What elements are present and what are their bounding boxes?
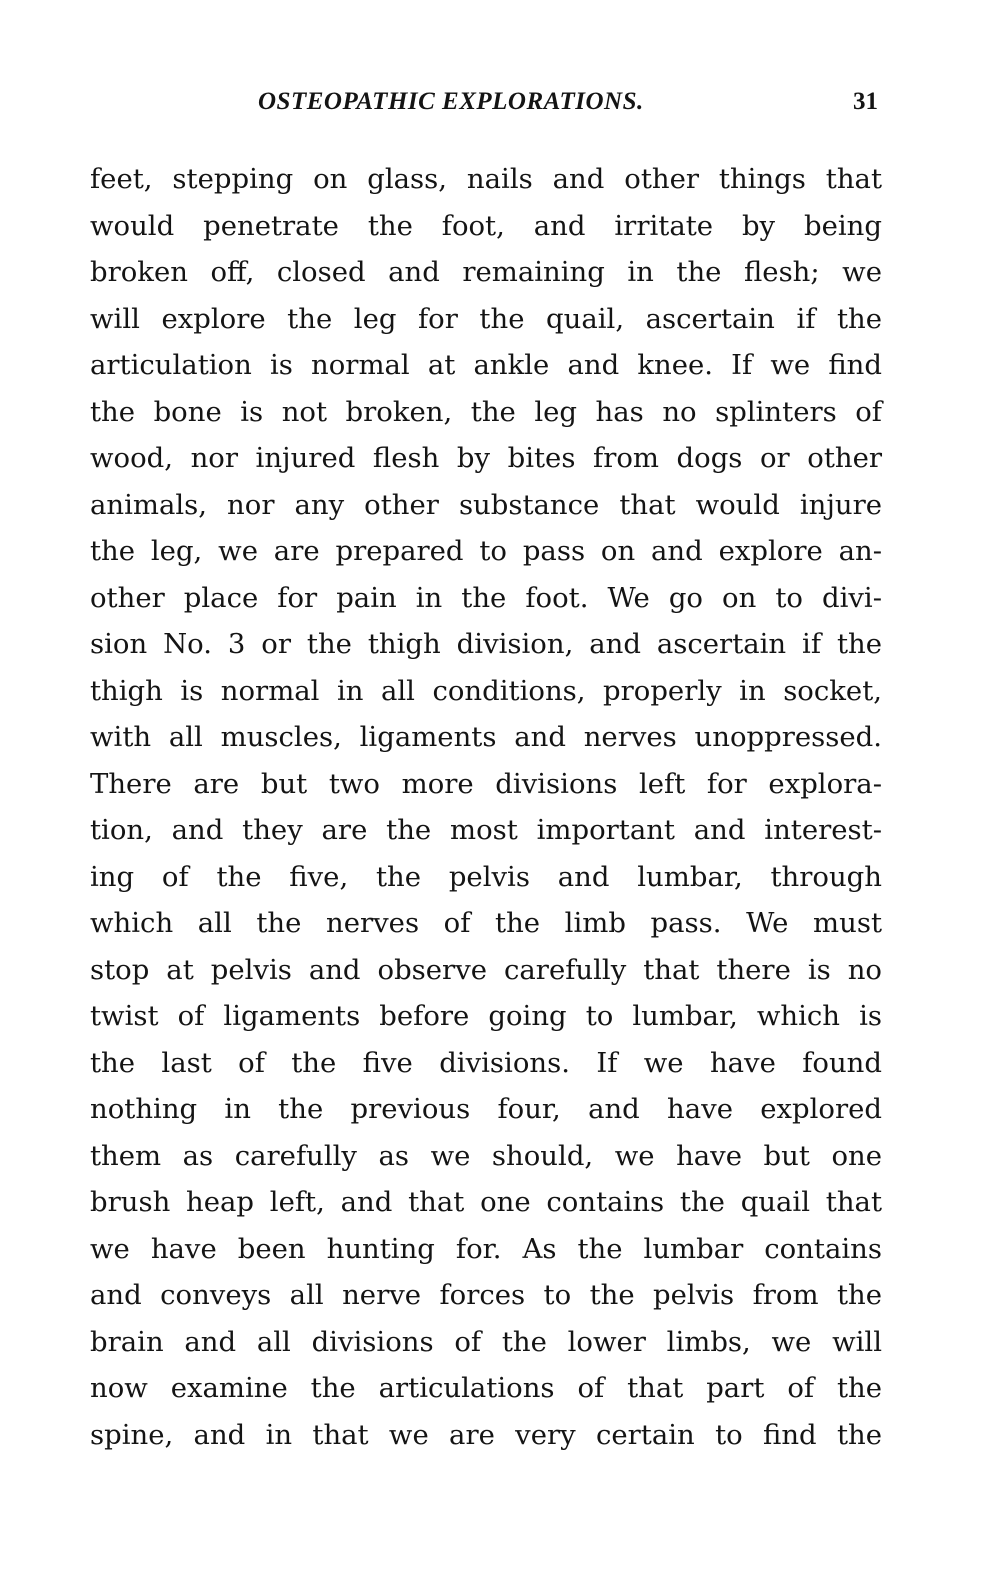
text-line: articulation is normal at ankle and knee. If we find <box>90 349 882 381</box>
text-line: stop at pelvis and observe carefully that there is no <box>90 953 882 986</box>
text-line: will explore the leg for the quail, ascertain if the <box>90 302 882 335</box>
text-line: animals, nor any other substance that would injure <box>90 488 882 521</box>
text-line: spine, and in that we are very certain to find the <box>90 1418 882 1451</box>
text-line: sion No. 3 or the thigh division, and ascertain if the <box>90 628 882 660</box>
text-line: ing of the five, the pelvis and lumbar, through <box>90 860 882 893</box>
text-line: the leg, we are prepared to pass on and explore an- <box>90 535 882 567</box>
text-line: and conveys all nerve forces to the pelvis from the <box>90 1279 882 1311</box>
text-line: now examine the articulations of that part of the <box>90 1372 882 1404</box>
text-line: with all muscles, ligaments and nerves unoppressed. <box>90 721 882 753</box>
text-line: brush heap left, and that one contains the quail that <box>90 1186 882 1218</box>
text-line: other place for pain in the foot. We go on to divi- <box>90 581 882 614</box>
page-number: 31 <box>853 88 878 115</box>
text-line: feet, stepping on glass, nails and other things that <box>90 163 882 195</box>
text-line: which all the nerves of the limb pass. We must <box>90 907 882 939</box>
running-head <box>90 86 880 126</box>
body-text <box>90 156 882 1458</box>
text-line: broken off, closed and remaining in the flesh; we <box>90 256 882 288</box>
text-line: nothing in the previous four, and have explored <box>90 1093 882 1125</box>
text-line: the bone is not broken, the leg has no splinters of <box>90 395 882 428</box>
text-line: would penetrate the foot, and irritate by being <box>90 209 882 242</box>
text-line: we have been hunting for. As the lumbar contains <box>90 1232 882 1265</box>
running-title: OSTEOPATHIC EXPLORATIONS. <box>258 88 644 115</box>
text-line: thigh is normal in all conditions, properly in socket, <box>90 674 882 707</box>
text-line: brain and all divisions of the lower limbs, we will <box>90 1325 882 1358</box>
text-line: the last of the five divisions. If we have found <box>90 1046 882 1079</box>
text-line: wood, nor injured flesh by bites from dogs or other <box>90 442 882 474</box>
text-line: There are but two more divisions left for explora- <box>90 767 882 800</box>
text-line: tion, and they are the most important and interest- <box>90 814 882 846</box>
text-line: them as carefully as we should, we have but one <box>90 1139 882 1172</box>
text-line: twist of ligaments before going to lumbar, which is <box>90 1000 882 1032</box>
